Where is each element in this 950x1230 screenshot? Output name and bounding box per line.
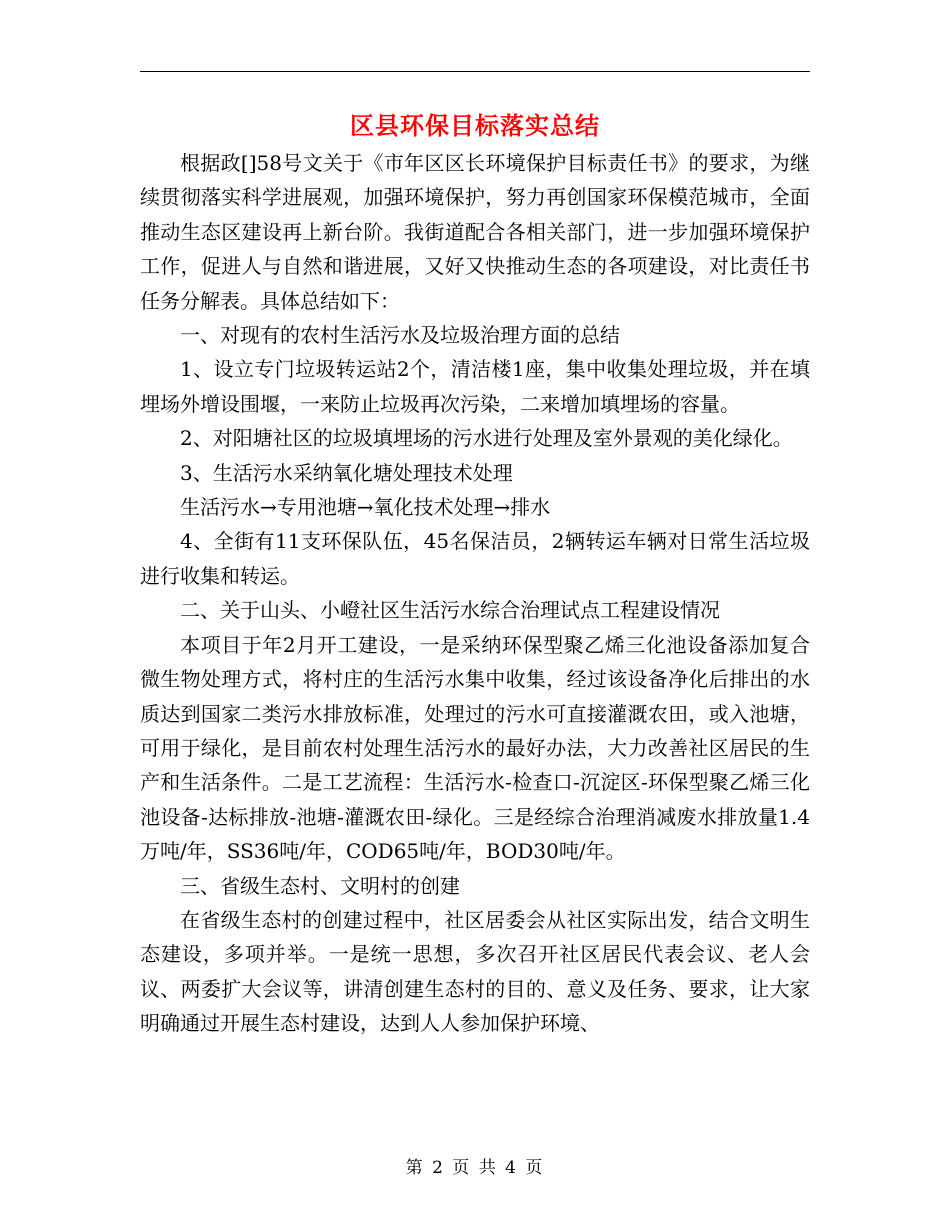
document-title: 区县环保目标落实总结 bbox=[350, 111, 600, 140]
paragraph: 1、设立专门垃圾转运站2个，清洁楼1座，集中收集处理垃圾，并在填埋场外增设围堰，一来防止垃圾再次污染，二来增加填埋场的容量。 bbox=[140, 357, 810, 416]
paragraph: 2、对阳塘社区的垃圾填埋场的污水进行处理及室外景观的美化绿化。 bbox=[180, 426, 793, 451]
page-number: 第 2 页 共 4 页 bbox=[405, 1158, 545, 1178]
section-heading: 一、对现有的农村生活污水及垃圾治理方面的总结 bbox=[180, 323, 620, 348]
paragraph: 在省级生态村的创建过程中，社区居委会从社区实际出发，结合文明生态建设，多项并举。一是统一思想，多次召开社区居民代表会议、老人会议、两委扩大会议等，讲清创建生态村的目的、意义及任务、要求，让大家明确通过开展生态村建设，达到人人参加保护环境、 bbox=[140, 907, 810, 1036]
paragraph: 4、全街有11支环保队伍，45名保洁员，2辆转运车辆对日常生活垃圾进行收集和转运。 bbox=[140, 529, 810, 588]
paragraph: 本项目于年2月开工建设，一是采纳环保型聚乙烯三化池设备添加复合微生物处理方式，将村庄的生活污水集中收集，经过该设备净化后排出的水质达到国家二类污水排放标准，处理过的污水可直接灌溉农田，或入池塘，可用于绿化，是目前农村处理生活污水的最好办法，大力改善社区居民的生产和生活条件。二是工艺流程：生活污水-检查口-沉淀区-环保型聚乙烯三化池设备-达标排放-池塘-灌溉农田-绿化。三是经综合治理消减废水排放量1.4万吨/年，SS36吨/年，COD65吨/年，BOD30吨/年。 bbox=[140, 632, 810, 864]
header-rule bbox=[140, 71, 810, 72]
paragraph: 根据政[]58号文关于《市年区区长环境保护目标责任书》的要求，为继续贯彻落实科学进展观，加强环境保护，努力再创国家环保模范城市，全面推动生态区建设再上新台阶。我街道配合各相关部门，进一步加强环境保护工作，促进人与自然和谐进展，又好又快推动生态的各项建设，对比责任书任务分解表。具体总结如下： bbox=[140, 151, 810, 313]
document-body bbox=[140, 146, 810, 1041]
section-heading: 三、省级生态村、文明村的创建 bbox=[180, 873, 460, 898]
section-heading: 二、关于山头、小嶝社区生活污水综合治理试点工程建设情况 bbox=[180, 598, 720, 623]
paragraph: 3、生活污水采纳氧化塘处理技术处理 bbox=[180, 460, 513, 485]
process-flow: 生活污水→专用池塘→氧化技术处理→排水 bbox=[180, 495, 551, 520]
